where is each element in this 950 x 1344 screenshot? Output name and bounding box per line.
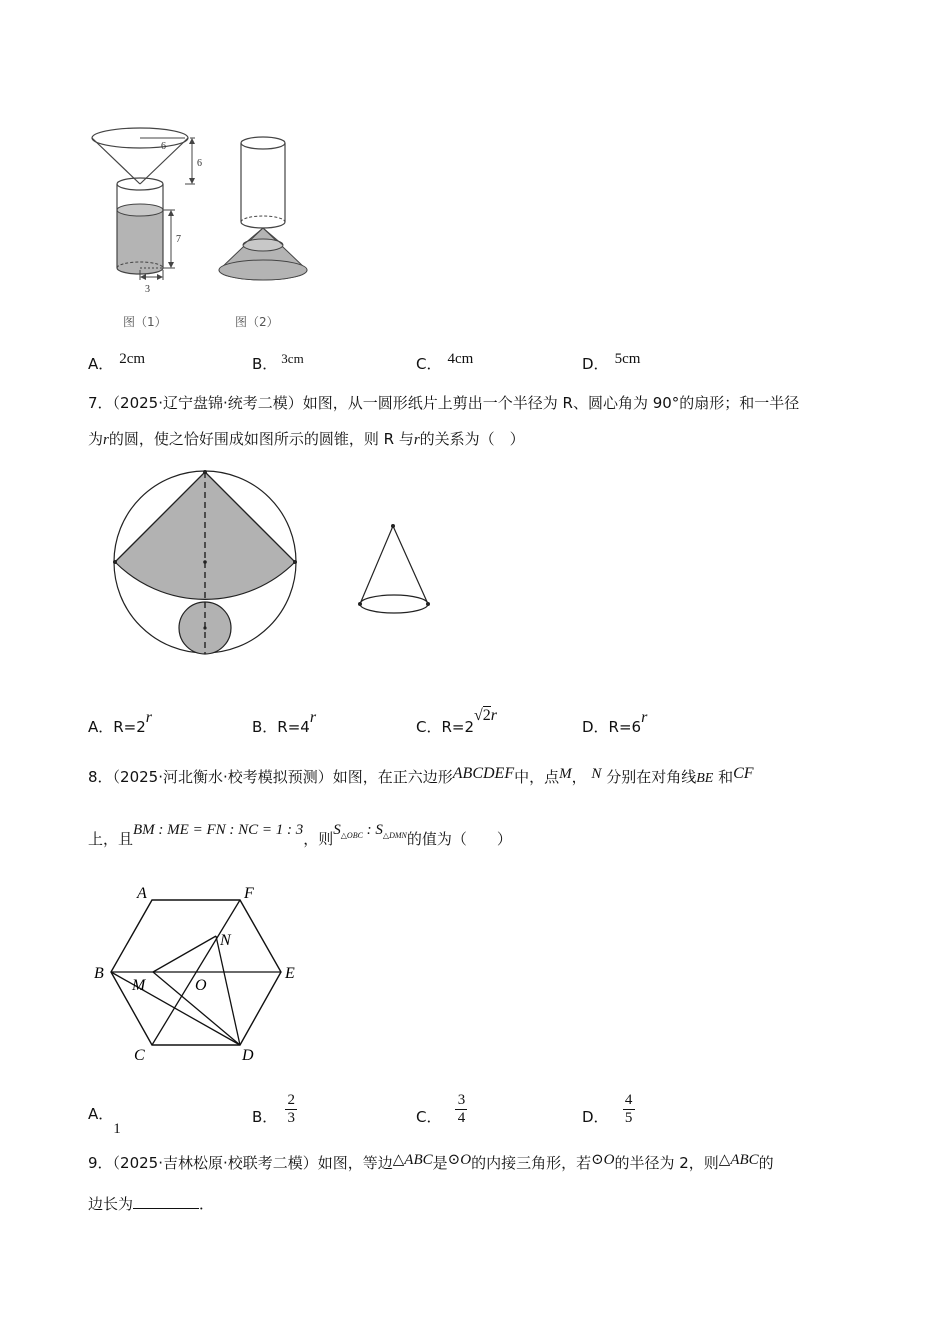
q8-option-b[interactable]: B． $\frac{2}{3}$ <box>252 1092 297 1127</box>
label-O: O <box>195 977 207 994</box>
dim-cone-radius: 6 <box>161 141 166 152</box>
q8-option-c[interactable]: C． $\frac{3}{4}$ <box>416 1092 467 1127</box>
q7-option-b[interactable]: B．R=4r <box>252 709 317 736</box>
q8-option-d[interactable]: D． $\frac{4}{5}$ <box>582 1092 635 1127</box>
q7-option-c[interactable]: C．R=2√2r <box>416 707 498 736</box>
q7-option-d[interactable]: D．R=6r <box>582 709 648 736</box>
label-B: B <box>94 965 104 982</box>
sqrt-sign: √ <box>474 707 483 724</box>
cone-base <box>360 595 428 613</box>
answer-blank[interactable] <box>133 1194 199 1209</box>
label-A: A <box>137 885 147 902</box>
question-7 <box>88 388 868 455</box>
q6-option-d[interactable]: D． 5cm <box>582 351 641 373</box>
q8-option-a[interactable]: A．1 <box>88 1105 121 1137</box>
dim-gap: 6 <box>197 158 202 169</box>
dim-cyl-radius: 3 <box>145 284 150 295</box>
figure-label-1: 图（1） <box>123 315 167 329</box>
q7-line1: 7．（2025·辽宁盘锦·统考二模）如图，从一圆形纸片上剪出一个半径为 R、圆心角为 90°的扇形；和一半径 <box>88 394 800 412</box>
label-F: F <box>244 885 254 902</box>
q7-line2: 为r的圆，使之恰好围成如图所示的圆锥，则 R 与r的关系为（ ） <box>88 430 525 448</box>
figure-sector-cone <box>108 468 438 663</box>
q8-line2: 上，且BM : ME = FN : NC = 1 : 3，则$S_{\triangle OBC}$ : $S_{\triangle DMN}$的值为（ ） <box>88 822 512 848</box>
figure-cone-cylinder <box>85 118 325 338</box>
q9-line1: 9．（2025·吉林松原·校联考二模）如图，等边△ABC是⊙O的内接三角形，若⊙O的半径为 2，则△ABC的 <box>88 1152 774 1172</box>
q6-option-a[interactable]: A． 2cm <box>88 351 146 373</box>
label-D: D <box>242 1047 254 1064</box>
q6-option-b[interactable]: B． 3cm <box>252 351 304 373</box>
figure-label-2: 图（2） <box>235 315 279 329</box>
question-8 <box>88 762 888 861</box>
q9-line2: 边长为 ． <box>88 1195 215 1213</box>
q8-line1: 8．（2025·河北衡水·校考模拟预测）如图，在正六边形ABCDEF中，点M， N 分别在对角线BE 和CF <box>88 765 754 786</box>
label-N: N <box>220 932 231 949</box>
label-M: M <box>132 977 146 994</box>
question-9 <box>88 1148 888 1219</box>
dim-water: 7 <box>176 234 181 245</box>
label-C: C <box>134 1047 145 1064</box>
figure-hexagon <box>88 880 313 1065</box>
q7-option-a[interactable]: A．R=2r <box>88 709 153 736</box>
label-E: E <box>285 965 295 982</box>
q6-option-c[interactable]: C． 4cm <box>416 351 474 373</box>
